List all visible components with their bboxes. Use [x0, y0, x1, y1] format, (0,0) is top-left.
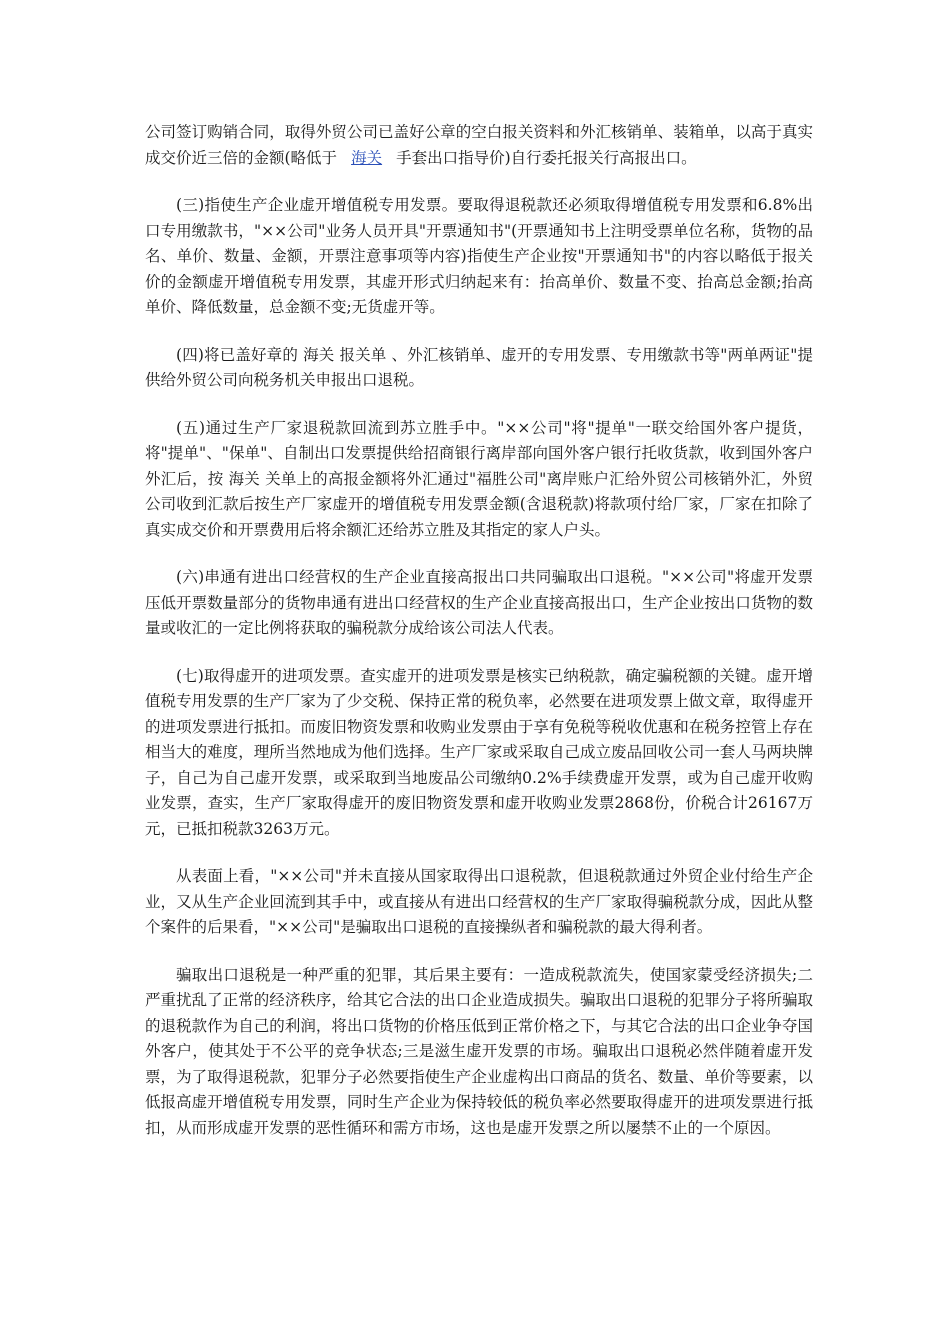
paragraph-7: 从表面上看，"××公司"并未直接从国家取得出口退税款，但退税款通过外贸企业付给生产企业，又从生产企业回流到其手中，或直接从有进出口经营权的生产厂家取得骗税款分成，因此从整个案件的后果看，"××公司"是骗取出口退税的直接操纵者和骗税款的最大得利者。	[145, 867, 813, 936]
paragraph-8: 骗取出口退税是一种严重的犯罪，其后果主要有：一造成税款流失，使国家蒙受经济损失;二严重扰乱了正常的经济秩序，给其它合法的出口企业造成损失。骗取出口退税的犯罪分子将所骗取的退税款作为自己的利润，将出口货物的价格压低到正常价格之下，与其它合法的出口企业争夺国外客户，使其处于不公平的竞争状态;三是滋生虚开发票的市场。骗取出口退税必然伴随着虚开发票，为了取得退税款，犯罪分子必然要指使生产企业虚构出口商品的货名、数量、单价等要素，以低报高虚开增值税专用发票，同时生产企业为保持较低的税负率必然要取得虚开的进项发票进行抵扣，从而形成虚开发票的恶性循环和需方市场，这也是虚开发票之所以屡禁不止的一个原因。	[145, 965, 813, 1137]
paragraph-1	[145, 120, 813, 171]
paragraph-6: (七)取得虚开的进项发票。查实虚开的进项发票是核实已纳税款，确定骗税额的关键。虚开增值税专用发票的生产厂家为了少交税、保持正常的税负率，必然要在进项发票上做文章，取得虚开的进项发票进行抵扣。而废旧物资发票和收购业发票由于享有免税等税收优惠和在税务控管上存在相当大的难度，理所当然地成为他们选择。生产厂家或采取自己成立废品回收公司一套人马两块牌子，自己为自己虚开发票，或采取到当地废品公司缴纳0.2%手续费虚开发票，或为自己虚开收购业发票，查实，生产厂家取得虚开的废旧物资发票和虚开收购业发票2868份，价税合计26167万元，已抵扣税款3263万元。	[145, 666, 813, 838]
paragraph-1-text-before-link: 公司签订购销合同，取得外贸公司已盖好公章的空白报关资料和外汇核销单、装箱单，以高于真实成交价近三倍的金额(略低于	[145, 123, 813, 167]
paragraph-3: (四)将已盖好章的 海关 报关单 、外汇核销单、虚开的专用发票、专用缴款书等"两单两证"提供给外贸公司向税务机关申报出口退税。	[145, 345, 813, 389]
paragraph-1-text-after-link: 手套出口指导价)自行委托报关行高报出口。	[396, 148, 697, 167]
paragraph-5: (六)串通有进出口经营权的生产企业直接高报出口共同骗取出口退税。"××公司"将虚开发票压低开票数量部分的货物串通有进出口经营权的生产企业直接高报出口，生产企业按出口货物的数量或收汇的一定比例将获取的骗税款分成给该公司法人代表。	[145, 568, 813, 637]
customs-link[interactable]: 海关	[351, 148, 383, 167]
paragraph-4: (五)通过生产厂家退税款回流到苏立胜手中。"××公司"将"提单"一联交给国外客户提货，将"提单"、"保单"、自制出口发票提供给招商银行离岸部向国外客户银行托收货款，收到国外客户外汇后，按 海关 关单上的高报金额将外汇通过"福胜公司"离岸账户汇给外贸公司核销外汇，外贸公司收到汇款后按生产厂家虚开的增值税专用发票金额(含退税款)将款项付给厂家，厂家在扣除了真实成交价和开票费用后将余额汇还给苏立胜及其指定的家人户头。	[145, 418, 813, 539]
paragraph-2: (三)指使生产企业虚开增值税专用发票。要取得退税款还必须取得增值税专用发票和6.8%出口专用缴款书，"××公司"业务人员开具"开票通知书"(开票通知书上注明受票单位名称，货物的品名、单价、数量、金额，开票注意事项等内容)指使生产企业按"开票通知书"的内容以略低于报关价的金额虚开增值税专用发票，其虚开形式归纳起来有：抬高单价、数量不变、抬高总金额;抬高单价、降低数量，总金额不变;无货虚开等。	[145, 196, 813, 316]
document-body	[145, 120, 813, 1163]
